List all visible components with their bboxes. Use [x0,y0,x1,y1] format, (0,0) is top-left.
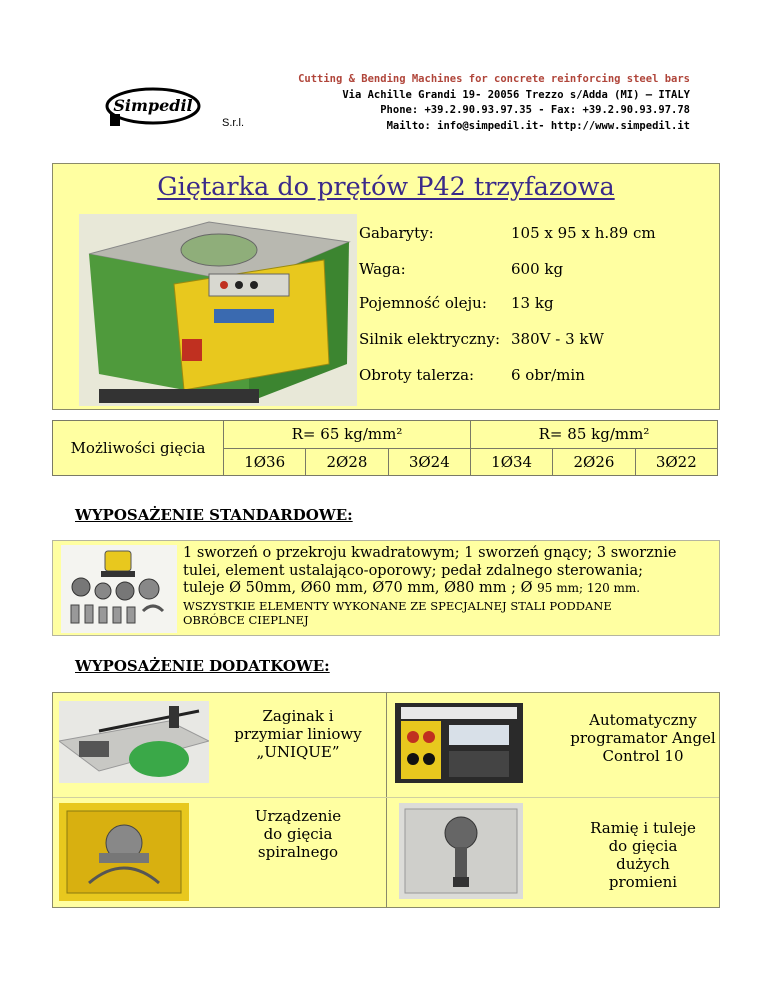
bending-machine-photo [79,214,357,406]
page-title: Giętarka do prętów P42 trzyfazowa [157,172,615,202]
standard-line: tulei, element ustalająco-oporowy; pedał zdalnego sterowania; [183,562,643,579]
note-line: WSZYSTKIE ELEMENTY WYKONANE ZE SPECJALNEJ STALI PODDANE [183,599,612,613]
item-line: do gięcia [263,825,333,843]
large-radius-arm-photo [399,803,523,899]
item-line: przymiar liniowy [234,725,362,743]
standard-line: 1 sworzeń o przekroju kwadratowym; 1 sworzeń gnący; 3 sworznie [183,545,677,561]
optional-item-large-radius [563,819,723,891]
standard-line-part: tuleje Ø 50mm, Ø60 mm, Ø70 mm, Ø80 mm ; Ø [183,580,538,596]
optional-item-unique [223,707,373,761]
machine-overview-box [52,163,720,410]
group1-value: 1Ø36 [224,448,306,476]
item-line: promieni [608,873,678,891]
group1-title: R= 65 kg/mm² [224,421,471,449]
spec-value-motor: 380V - 3 kW [511,330,604,348]
header-phone: Phone: +39.2.90.93.97.35 - Fax: +39.2.90.93.97.78 [380,104,690,116]
optional-equipment-heading: WYPOSAŻENIE DODATKOWE: [75,657,330,675]
spec-label-motor: Silnik elektryczny: [359,330,500,348]
heat-treatment-note [183,599,713,627]
spec-value-dimensions: 105 x 95 x h.89 cm [511,224,656,242]
item-line: Urządzenie [254,807,342,825]
spec-value-weight: 600 kg [511,260,564,278]
standard-equipment-description [183,545,713,598]
group2-title: R= 85 kg/mm² [470,421,717,449]
item-line: Ramię i tuleje [590,819,696,837]
item-line: do gięcia [608,837,678,855]
bending-label: Możliwości gięcia [53,421,224,476]
standard-equipment-box [52,540,720,636]
optional-equipment-box [52,692,720,908]
optional-item-programmer [563,711,723,765]
spec-value-rotation: 6 obr/min [511,366,585,384]
group2-value: 3Ø22 [635,448,717,476]
item-line: „UNIQUE” [256,743,340,761]
bender-unique-photo [59,701,209,783]
item-line: dużych [616,855,670,873]
standard-line-small: 95 mm; 120 mm. [537,581,641,595]
bending-capacity-table [52,420,718,476]
item-line: Control 10 [602,747,684,765]
item-line: Zaginak i [262,707,334,725]
note-line: OBRÓBCE CIEPLNEJ [183,613,309,627]
group2-value: 2Ø26 [553,448,635,476]
standard-line [183,580,713,598]
accessories-photo [61,545,177,633]
item-line: Automatyczny [589,711,697,729]
group1-value: 2Ø28 [306,448,388,476]
spec-label-dimensions: Gabaryty: [359,224,434,242]
standard-equipment-heading: WYPOSAŻENIE STANDARDOWE: [75,506,353,524]
spec-label-rotation: Obroty talerza: [359,366,475,384]
divider [53,797,719,798]
programmer-panel-photo [395,703,523,783]
company-suffix: S.r.l. [222,117,245,129]
svg-text:Simpedil: Simpedil [113,96,193,115]
header-contact: Mailto: info@simpedil.it- http://www.simpedil.it [386,119,690,132]
company-header [298,72,690,134]
group1-value: 3Ø24 [388,448,470,476]
item-line: spiralnego [257,843,339,861]
simpedil-logo [104,84,202,128]
spiral-device-photo [59,803,189,901]
spec-value-oil: 13 kg [511,294,554,312]
header-address: Via Achille Grandi 19- 20056 Trezzo s/Adda (MI) – ITALY [342,88,690,101]
divider [386,693,387,907]
group2-value: 1Ø34 [470,448,552,476]
header-tagline: Cutting & Bending Machines for concrete reinforcing steel bars [298,73,690,85]
spec-label-weight: Waga: [359,260,406,278]
item-line: programator Angel [570,729,716,747]
spec-label-oil: Pojemność oleju: [359,294,487,312]
optional-item-spiral [223,807,373,861]
